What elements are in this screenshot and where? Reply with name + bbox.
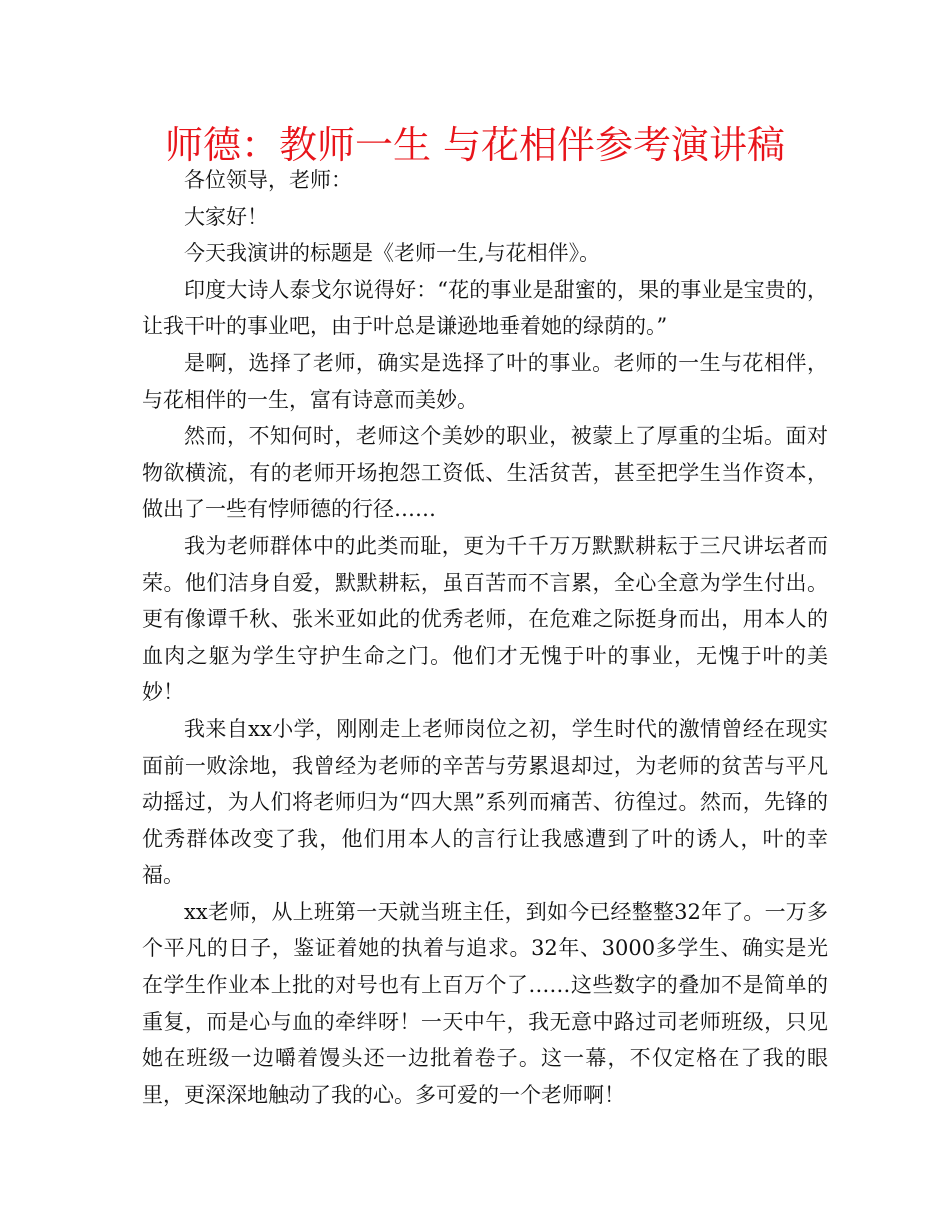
paragraph-salutation: 各位领导，老师： [184,168,352,192]
document-body [142,162,828,1113]
paragraph-example-teacher: xx老师，从上班第一天就当班主任，到如今已经整整32年了。一万多个平凡的日子，鉴证着她的执着与追求。32年、3000多学生、确实是光在学生作业本上批的对号也有上百万个了……这些数字的叠加不是简单的重复，而是心与血的牵绊呀！一天中午，我无意中路过司老师班级，只见她在班级一边嚼着馒头还一边批着卷子。这一幕，不仅定格在了我的眼里，更深深地触动了我的心。多可爱的一个老师啊！ [142,899,828,1107]
paragraph-personal: 我来自xx小学，刚刚走上老师岗位之初，学生时代的激情曾经在现实面前一败涂地，我曾经为老师的辛苦与劳累退却过，为老师的贫苦与平凡动摇过，为人们将老师归为“四大黑”系列而痛苦、彷徨过。然而，先锋的优秀群体改变了我，他们用本人的言行让我感遭到了叶的诱人，叶的幸福。 [142,716,828,888]
paragraph-pride: 我为老师群体中的此类而耻，更为千千万万默默耕耘于三尺讲坛者而荣。他们洁身自爱，默默耕耘，虽百苦而不言累，全心全意为学生付出。更有像谭千秋、张米亚如此的优秀老师，在危难之际挺身而出，用本人的血肉之躯为学生守护生命之门。他们才无愧于叶的事业，无愧于叶的美妙！ [142,533,828,705]
paragraph-dust: 然而，不知何时，老师这个美妙的职业，被蒙上了厚重的尘垢。面对物欲横流，有的老师开场抱怨工资低、生活贫苦，甚至把学生当作资本，做出了一些有悖师德的行径…… [142,424,828,522]
paragraph-leaf-career: 是啊，选择了老师，确实是选择了叶的事业。老师的一生与花相伴，与花相伴的一生，富有诗意而美妙。 [142,350,828,412]
paragraph-tagore-quote: 印度大诗人泰戈尔说得好：“花的事业是甜蜜的，果的事业是宝贵的，让我干叶的事业吧，由于叶总是谦逊地垂着她的绿荫的。” [142,277,828,339]
paragraph-greeting: 大家好！ [184,204,268,229]
paragraph-topic: 今天我演讲的标题是《老师一生,与花相伴》。 [184,241,601,266]
document-title: 师德：教师一生 与花相伴参考演讲稿 [164,123,786,167]
